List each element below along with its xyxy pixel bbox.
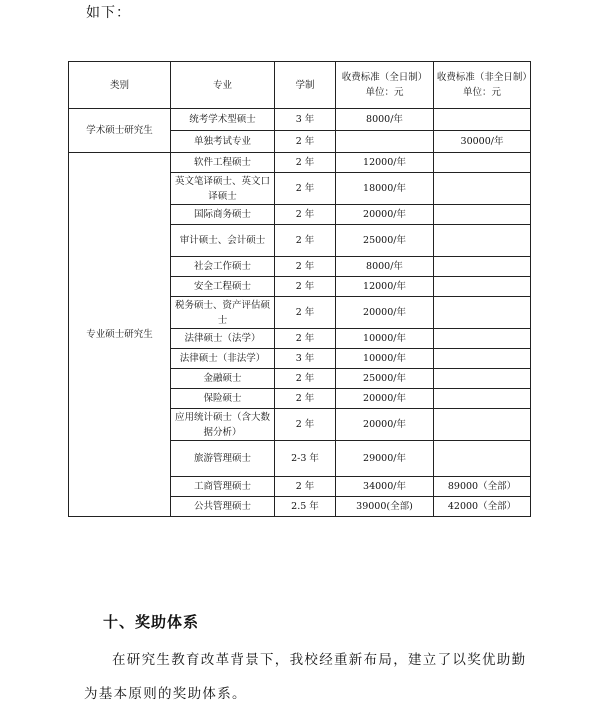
fulltime-fee-cell: 25000/年: [336, 225, 434, 257]
header-category: 类别: [69, 62, 171, 109]
parttime-fee-cell: [434, 389, 531, 409]
major-cell: 软件工程硕士: [171, 153, 275, 173]
table-row: [69, 109, 531, 131]
duration-cell: 3 年: [275, 109, 336, 131]
major-cell: 金融硕士: [171, 369, 275, 389]
duration-cell: 2 年: [275, 277, 336, 297]
major-cell: 安全工程硕士: [171, 277, 275, 297]
tuition-fee-table: [68, 61, 531, 517]
duration-cell: 2 年: [275, 153, 336, 173]
fulltime-fee-cell: 20000/年: [336, 205, 434, 225]
fulltime-fee-cell: 8000/年: [336, 109, 434, 131]
body-paragraph: 在研究生教育改革背景下，我校经重新布局，建立了以奖优助勤为基本原则的奖助体系。: [84, 652, 527, 702]
intro-text: 如下：: [86, 5, 131, 21]
parttime-fee-cell: [434, 329, 531, 349]
major-cell: 旅游管理硕士: [171, 441, 275, 477]
parttime-fee-cell: 42000（全部）: [434, 497, 531, 517]
fulltime-fee-cell: 20000/年: [336, 297, 434, 329]
fulltime-fee-cell: 18000/年: [336, 173, 434, 205]
header-parttime-fee: 收费标准（非全日制）单位：元: [434, 62, 531, 109]
fulltime-fee-cell: [336, 131, 434, 153]
major-cell: 税务硕士、资产评估硕士: [171, 297, 275, 329]
duration-cell: 3 年: [275, 349, 336, 369]
duration-cell: 2 年: [275, 173, 336, 205]
major-cell: 法律硕士（法学）: [171, 329, 275, 349]
fulltime-fee-cell: 12000/年: [336, 153, 434, 173]
duration-cell: 2 年: [275, 257, 336, 277]
major-cell: 社会工作硕士: [171, 257, 275, 277]
parttime-fee-cell: [434, 349, 531, 369]
major-cell: 保险硕士: [171, 389, 275, 409]
parttime-fee-cell: [434, 297, 531, 329]
parttime-fee-cell: 89000（全部）: [434, 477, 531, 497]
category-cell: 学术硕士研究生: [69, 109, 171, 153]
major-cell: 公共管理硕士: [171, 497, 275, 517]
header-duration: 学制: [275, 62, 336, 109]
table-body: [69, 109, 531, 517]
duration-cell: 2-3 年: [275, 441, 336, 477]
fulltime-fee-cell: 12000/年: [336, 277, 434, 297]
parttime-fee-cell: [434, 369, 531, 389]
parttime-fee-cell: [434, 277, 531, 297]
duration-cell: 2 年: [275, 297, 336, 329]
parttime-fee-cell: [434, 225, 531, 257]
header-fulltime-fee: 收费标准（全日制）单位：元: [336, 62, 434, 109]
fulltime-fee-cell: 8000/年: [336, 257, 434, 277]
duration-cell: 2 年: [275, 477, 336, 497]
fulltime-fee-cell: 25000/年: [336, 369, 434, 389]
duration-cell: 2.5 年: [275, 497, 336, 517]
fulltime-fee-cell: 20000/年: [336, 389, 434, 409]
parttime-fee-cell: [434, 441, 531, 477]
parttime-fee-cell: [434, 205, 531, 225]
fulltime-fee-cell: 29000/年: [336, 441, 434, 477]
category-cell: 专业硕士研究生: [69, 153, 171, 517]
major-cell: 工商管理硕士: [171, 477, 275, 497]
duration-cell: 2 年: [275, 409, 336, 441]
parttime-fee-cell: [434, 153, 531, 173]
fulltime-fee-cell: 10000/年: [336, 329, 434, 349]
parttime-fee-cell: [434, 409, 531, 441]
major-cell: 国际商务硕士: [171, 205, 275, 225]
duration-cell: 2 年: [275, 329, 336, 349]
major-cell: 英文笔译硕士、英文口译硕士: [171, 173, 275, 205]
duration-cell: 2 年: [275, 369, 336, 389]
parttime-fee-cell: [434, 257, 531, 277]
major-cell: 统考学术型硕士: [171, 109, 275, 131]
major-cell: 审计硕士、会计硕士: [171, 225, 275, 257]
section-heading: 十、奖助体系: [103, 613, 200, 631]
parttime-fee-cell: 30000/年: [434, 131, 531, 153]
fulltime-fee-cell: 39000(全部): [336, 497, 434, 517]
fulltime-fee-cell: 20000/年: [336, 409, 434, 441]
fulltime-fee-cell: 10000/年: [336, 349, 434, 369]
major-cell: 单独考试专业: [171, 131, 275, 153]
table-row: [69, 153, 531, 173]
duration-cell: 2 年: [275, 389, 336, 409]
parttime-fee-cell: [434, 109, 531, 131]
duration-cell: 2 年: [275, 205, 336, 225]
major-cell: 法律硕士（非法学）: [171, 349, 275, 369]
parttime-fee-cell: [434, 173, 531, 205]
duration-cell: 2 年: [275, 225, 336, 257]
major-cell: 应用统计硕士（含大数据分析）: [171, 409, 275, 441]
table-header-row: [69, 62, 531, 109]
duration-cell: 2 年: [275, 131, 336, 153]
fulltime-fee-cell: 34000/年: [336, 477, 434, 497]
header-major: 专业: [171, 62, 275, 109]
